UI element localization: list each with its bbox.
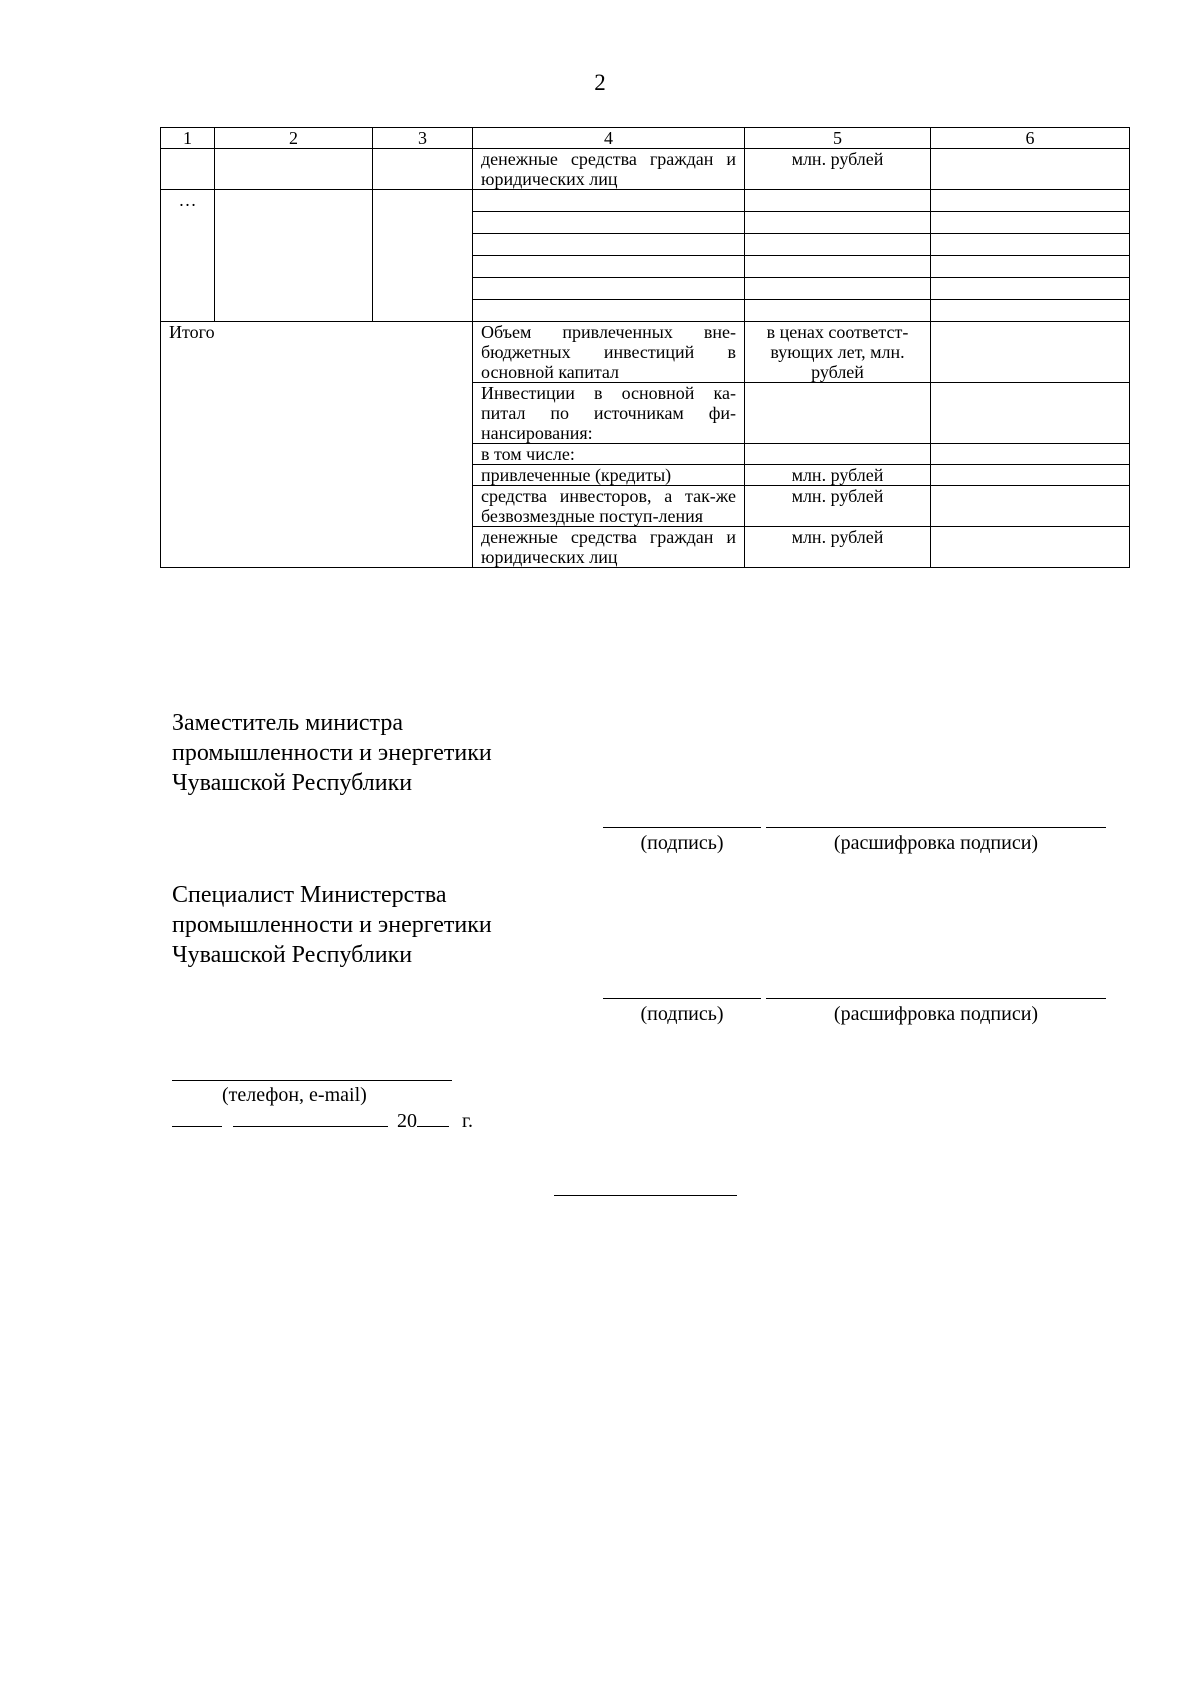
indicator-cell: Инвестиции в основной ка-питал по источникам фи-нансирования: <box>473 383 745 444</box>
unit-cell: млн. рублей <box>745 465 931 486</box>
indicator-cell: средства инвесторов, а так-же безвозмездные поступ-ления <box>473 486 745 527</box>
signatory-title: Специалист Министерства <box>172 882 447 908</box>
ellipsis-cell: … <box>161 190 215 322</box>
year-blank <box>417 1108 449 1127</box>
signature-decode-caption: (расшифровка подписи) <box>833 1003 1039 1025</box>
indicator-cell: денежные средства граждан и юридических лиц <box>473 149 745 190</box>
year-suffix: г. <box>462 1110 473 1132</box>
indicator-cell: привлеченные (кредиты) <box>473 465 745 486</box>
signature-decode-caption: (расшифровка подписи) <box>833 832 1039 854</box>
signatory-specialist <box>172 880 492 970</box>
investment-table <box>160 127 1130 568</box>
indicator-cell: в том числе: <box>473 444 745 465</box>
table-row <box>161 322 1130 383</box>
col-header-2: 2 <box>215 128 373 149</box>
table-row <box>161 190 1130 212</box>
unit-cell: в ценах соответст-вующих лет, млн. рублей <box>745 322 931 383</box>
col-header-3: 3 <box>373 128 473 149</box>
total-label: Итого <box>161 322 473 568</box>
end-separator-line <box>554 1195 737 1196</box>
signatory-republic: Чувашской Республики <box>172 942 413 968</box>
table-row <box>161 149 1130 190</box>
signature-caption: (подпись) <box>640 1003 724 1025</box>
header-row <box>161 128 1130 149</box>
signature-decode-line <box>766 998 1106 999</box>
signature-caption: (подпись) <box>640 832 724 854</box>
signatory-title: Заместитель министра <box>172 710 403 736</box>
col-header-1: 1 <box>161 128 215 149</box>
indicator-cell: денежные средства граждан и юридических лиц <box>473 527 745 568</box>
signature-line <box>603 827 761 828</box>
month-blank <box>233 1108 388 1127</box>
unit-cell: млн. рублей <box>745 486 931 527</box>
day-blank <box>172 1108 222 1127</box>
signatory-ministry: промышленности и энергетики <box>172 912 492 938</box>
col-header-6: 6 <box>931 128 1130 149</box>
unit-cell <box>745 444 931 465</box>
col-header-5: 5 <box>745 128 931 149</box>
page-number: 2 <box>594 70 606 95</box>
unit-cell: млн. рублей <box>745 149 931 190</box>
signature-line <box>603 998 761 999</box>
signatory-deputy-minister <box>172 708 492 798</box>
unit-cell: млн. рублей <box>745 527 931 568</box>
signatory-ministry: промышленности и энергетики <box>172 740 492 766</box>
col-header-4: 4 <box>473 128 745 149</box>
contact-caption: (телефон, e-mail) <box>222 1084 367 1106</box>
signatory-republic: Чувашской Республики <box>172 770 413 796</box>
year-prefix: 20 <box>397 1110 417 1132</box>
unit-cell <box>745 383 931 444</box>
indicator-cell: Объем привлеченных вне-бюджетных инвестиций в основной капитал <box>473 322 745 383</box>
contact-line <box>172 1080 452 1081</box>
date-row <box>172 1108 473 1133</box>
signature-decode-line <box>766 827 1106 828</box>
